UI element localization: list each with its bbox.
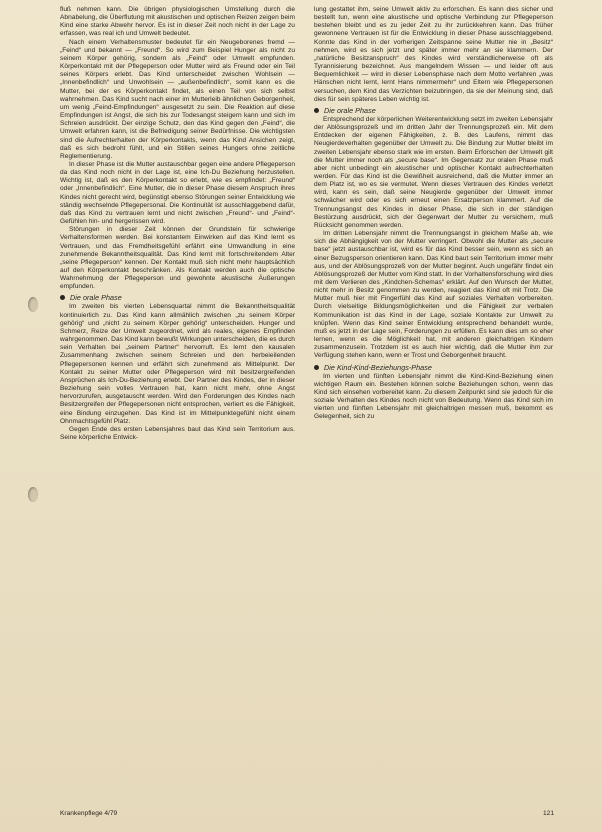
- body-paragraph: Störungen in dieser Zeit können der Grundstein für schwierige Verhaltensformen werden. Bei konstantem Einwirken auf das Kind lernt es Vertrauen, und das Fremdheitsgefühl erfährt eine Umwandlung in eine zunehmende Bekanntheitsqualität. Das Kind lernt mit fortschreitendem Alter „seine Pflegeperson“ kennen. Der Kontakt muß sich nicht mehr hauptsächlich auf den Körperkontakt beschränken. Als Kontakt werden auch die optische Wahrnehmung der Pflegeperson und gewohnte akustische Äußerungen empfunden.: [60, 226, 295, 291]
- body-paragraph: fluß nehmen kann. Die übrigen physiologischen Umstellung durch die Abnabelung, die Überflutung mit akustischen und optischen Reizen zeigen beim Kind eine starke Abwehr hervor. Es ist in dieser Zeit noch nicht in der Lage zu erfassen, was real ich und Umwelt bedeutet.: [60, 6, 295, 38]
- journal-footer: Krankenpflege 4/79: [60, 810, 118, 817]
- bullet-icon: [314, 365, 319, 370]
- body-paragraph: Im zweiten bis vierten Lebensquartal nimmt die Bekanntheitsqualität kontinuierlich zu. Das Kind kann allmählich zwischen „zu seinem Körper gehörig“ und „nicht zu seinem Körper gehörig“ unterscheiden. Hunger und Schmerz, Reize der Umwelt zugeordnet, wird als reales, eigenes Empfinden wahrgenommen. Das Kind kann bewußt Wirkungen unterscheiden, die es durch sein Verhalten bei „seinem Partner“ hervorruft. Es lernt den kausalen Zusammenhang zwischen seinem Schreien und den herbeieilenden Pflegepersonen kennen und erfährt sich zunehmend als Mittelpunkt. Der Kontakt zu seiner Mutter oder Pflegeperson wird mit besitzergreifenden Ansprüchen als Ich-Du-Beziehung erlebt. Der Partner des Kindes, der in dieser Beziehung sein volles Vertrauen hat, kann nicht mehr, ohne Angst hervorzurufen, ausgetauscht werden. Wird den Forderungen des Kindes nach Besitzergreifen der Pflegepersonen nicht entsprochen, verliert es die Fähigkeit, eine Bindung einzugehen. Das Kind ist im Mittelpunktegefühl nicht einem Ohnmachtsgefühl Platz.: [60, 303, 295, 425]
- page-number: 121: [543, 810, 555, 817]
- section-heading: [60, 293, 295, 302]
- bullet-icon: [314, 108, 319, 113]
- section-heading-text: Die Kind-Kind-Beziehungs-Phase: [324, 362, 432, 372]
- body-paragraph: Gegen Ende des ersten Lebensjahres baut das Kind sein Territorium aus. Seine körperliche Entwick-: [60, 425, 295, 441]
- left-text-column: [60, 6, 295, 442]
- section-heading-text: Die orale Phase: [324, 105, 376, 115]
- section-heading-text: Die orale Phase: [70, 293, 122, 303]
- body-paragraph: lung gestattet ihm, seine Umwelt aktiv zu erforschen. Es kann dies sicher und bestellt tun, wenn eine akustische und optische Verbindung zur Pflegeperson bestehen bleibt und es zu jeder Zeit zu ihr zurückkehren kann. Das früher gewonnene Vertrauen ist für die Entwicklung in dieser Phase ausschlaggebend. Konnte das Kind in der vorherigen Zeitspanne seine Mutter nie in „Besitz“ nehmen, wird es sich jetzt und später immer mehr an sie klammern. Der „natürliche Besitzanspruch“ des Kindes wird verständlicherweise oft als Tyrannisierung bezeichnet. Aus mangelndem Wissen — und leider oft aus Bequemlichkeit — wird in dieser Lebensphase nach dem Motto verfahren „was Hänschen nicht lernt, lernt Hans nimmermehr“ und Eltern wie Pflegepersonen versuchen, dem Kind das Verzichten beizubringen, da sie der Meinung sind, daß dies für sein späteres Leben wichtig ist.: [314, 6, 553, 103]
- punch-hole-top: [28, 297, 38, 312]
- body-paragraph: Im vierten und fünften Lebensjahr nimmt die Kind-Kind-Beziehung einen wichtigen Raum ein. Bestehen können solche Beziehungen schon, wenn das Kind sich einsehen vorbereitet kann. Zu diesem Zeitpunkt sind sie jedoch für die soziale Verhalten des Kindes noch nicht von Bedeutung. Wenn das Kind sich im vierten und fünften Lebensjahr mit gleichaltrigen messen muß, bekommt es Gelegenheit, sich zu: [314, 372, 553, 421]
- body-paragraph: Entsprechend der körperlichen Weiterentwicklung setzt im zweiten Lebensjahr der Ablösungsprozeß und im dritten Jahr der Trennungsprozeß ein. Mit dem Entdecken der eigenen Fähigkeiten, z. B. des Laufens, nimmt das Neugierdeverhalten gegenüber der Umwelt zu. Die Bindung zur Mutter bleibt im zweiten Lebensjahr ebenso stark wie im ersten. Beim Erforschen der Umwelt gilt die Mutter immer noch als „secure base“. Im Gegensatz zur oralen Phase muß aber nicht unbedingt ein akustischer und optischer Kontakt aufrechterhalten werden. Für das Kind ist die Gewißheit ausreichend, daß die Mutter immer an dem Platz ist, wo es sie vermutet. Wenn dieses Vertrauen des Kindes verletzt wird, kann es sein, daß seine Neugierde gegenüber der Umwelt immer schwächer wird oder es sich erneut einen Ersatzperson klammert. Auf die Trennungsangst des Kindes in dieser Phase, die sich in der ständigen Bestürzung ausdrückt, sich der Gegenwart der Mutter zu versichern, muß Rücksicht genommen werden.: [314, 115, 553, 229]
- body-paragraph: In dieser Phase ist die Mutter austauschbar gegen eine andere Pflegeperson da das Kind noch nicht in der Lage ist, eine Ich-Du Beziehung herzustellen. Wichtig ist, daß es den Körperkontakt so erlebt, wie es empfindet: „Freund“ oder „Innenbefindlich“. Eine Mutter, die in dieser Phase diesem Anspruch ihres Kindes nicht gerecht wird, begünstigt ebenso Störungen seiner Entwicklung wie ständig wechselnde Pflegepersonal. Die Kontinuität ist ausschlaggebend dafür, daß das Kind zu vertrauen lernt und nicht zwischen „Freund“- und „Feind“-Gefühlen hin- und hergerissen wird.: [60, 160, 295, 226]
- section-heading: [314, 106, 553, 115]
- bullet-icon: [60, 295, 65, 300]
- punch-hole-bottom: [28, 487, 38, 502]
- body-paragraph: Nach einem Verhaltensmuster bedeutet für ein Neugeborenes fremd — „Feind“ und bekannt — „Freund“. So wird zum Beispiel Hunger als nicht zu seinem Körper gehörig, sondern als „Feind“ oder Umwelt empfunden. Körperkontakt mit der Pflegeperson oder Mutter wird als Freund oder ein Teil seines Körpers erlebt. Das Kind unterscheidet zwischen Wohlsein — „Innenbefindlich“ und Unwohlsein — „außenbefindlich“, somit kann es die Mutter, bei der es Körperkontakt findet, als einen Teil von sich selbst wahrnehmen. Das Kind sucht nach einer im Mutterleib ähnlichen Geborgenheit, um wenig „Feind-Empfindungen“ ausgesetzt zu sein. Die Reaktion auf diese Empfindungen ist Angst, die sich bis zur Todesangst steigern kann und sich im Schreien ausdrückt. Der einzige Schutz, den das Kind gegen den „Feind“, die Umwelt erfahren kann, ist die Befriedigung seiner Bedürfnisse. Die wichtigsten sind die Aufrechterhalten der Körperkontakts, wenn das Kind Ansichen zeigt, daß es sich bedroht fühlt, und ein Stillen seines Hungers ohne zeitliche Reglementierung.: [60, 38, 295, 160]
- right-text-column: [314, 6, 553, 422]
- body-paragraph: Im dritten Lebensjahr nimmt die Trennungsangst in gleichem Maße ab, wie sich die Abhängigkeit von der Mutter verringert. Obwohl die Mutter als „secure base“ jetzt austauschbar ist, wird es für das Kind besser sein, wenn es sich an einer Bezugsperson orientieren kann. Das Kind baut sein Territorium immer mehr aus, und der Ablösungsprozeß von der Mutter beginnt. Auch ungefähr findet ein Ablösungsprozeß der Mutter vom Kind statt. In der Vorhaltensforschung wird dies mit dem Verlieren des „Kindchen-Schemas“ erklärt. Auf den Wunsch der Mutter, nicht mehr in Besitz genommen zu werden, reagiert das Kind oft mit Trotz. Die Mutter muß hier mit Fingerfühl das Kind auf soziales Verhalten vorbereiten. Durch vielseitige Bildungsmöglichkeiten und die Fähigkeit zur verbalen Kommunikation ist das Kind in der Lage, soziale Kontakte zur Umwelt zu knüpfen. Wenn das Kind seiner Entwicklung entsprechend behandelt wurde, muß es jetzt in der Lage sein, Forderungen zu erfüllen. Es kann dies um so eher lernen, wenn es die Möglichkeit hat, mit anderen gleichaltrigen Kindern zusammenzusein. Trotzdem ist es auch hier wichtig, daß die Mutter ihm zur Verfügung stehen kann, wenn er Trost und Geborgenheit braucht.: [314, 230, 553, 360]
- section-heading: [314, 363, 553, 372]
